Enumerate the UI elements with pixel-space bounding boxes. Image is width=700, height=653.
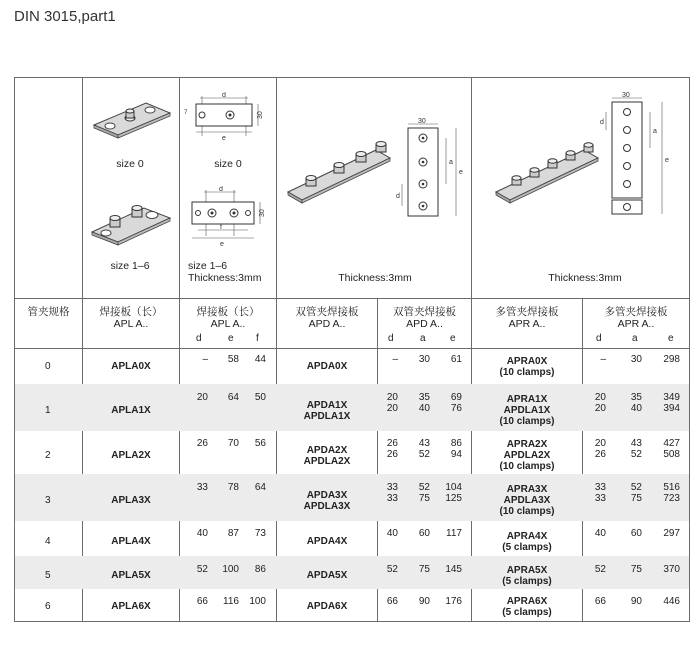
value-e: 64 bbox=[227, 392, 239, 403]
value-d: 26 bbox=[386, 449, 398, 460]
value-a: 75 bbox=[418, 493, 430, 504]
size-cell: 3 bbox=[45, 495, 51, 506]
value-d: 33 bbox=[594, 482, 606, 493]
header-col2 bbox=[180, 306, 276, 330]
size-cell: 4 bbox=[45, 536, 51, 547]
apl-part-number: APLA2X bbox=[111, 450, 151, 461]
col-divider bbox=[179, 77, 180, 622]
apr-part-number: APRA2X bbox=[506, 439, 548, 450]
caption-line: Thickness:3mm bbox=[188, 272, 262, 284]
value-a: 75 bbox=[630, 493, 642, 504]
value-e: 297 bbox=[663, 528, 680, 539]
value-e: 100 bbox=[222, 564, 239, 575]
apr-part-number: APRA6X bbox=[506, 595, 548, 607]
value-a: 75 bbox=[418, 564, 430, 575]
value-f: 86 bbox=[254, 564, 266, 575]
value-d: 66 bbox=[196, 596, 208, 607]
value-d: 33 bbox=[386, 482, 398, 493]
header-cn: 双管夹焊接板 bbox=[393, 306, 456, 318]
value-f: 50 bbox=[254, 392, 266, 403]
header-en: APR A.. bbox=[617, 318, 655, 330]
value-e: 723 bbox=[663, 493, 680, 504]
apd-part-number: APDA3X bbox=[306, 489, 348, 501]
value-e: 176 bbox=[445, 596, 462, 607]
apl-part-number: APLA5X bbox=[111, 570, 151, 581]
subheader-d: d bbox=[196, 333, 202, 344]
value-d: – bbox=[392, 354, 398, 365]
value-e: 446 bbox=[663, 596, 680, 607]
svg-text:f: f bbox=[220, 224, 222, 231]
header-size: 管夹规格 bbox=[27, 306, 70, 318]
row-divider bbox=[14, 298, 690, 299]
apr-part-number: APRA0X bbox=[506, 355, 548, 367]
value-f: 64 bbox=[254, 482, 266, 493]
apr-part-number: (10 clamps) bbox=[499, 366, 555, 378]
header-col1 bbox=[83, 306, 179, 330]
value-a: 30 bbox=[418, 354, 430, 365]
apr-part-number: APRA4X bbox=[506, 530, 548, 542]
apr-part-number: (10 clamps) bbox=[499, 416, 555, 427]
svg-text:a: a bbox=[653, 128, 657, 135]
weld-plate-size0-image bbox=[88, 93, 176, 143]
figure-caption: size 0 bbox=[116, 158, 144, 170]
apr-part-number: APRA3X bbox=[506, 484, 548, 495]
apl-part-number: APLA0X bbox=[111, 361, 151, 372]
value-e: 508 bbox=[663, 449, 680, 460]
value-d: 20 bbox=[594, 403, 606, 414]
value-a: 90 bbox=[630, 596, 642, 607]
subheader-e: e bbox=[668, 333, 674, 344]
value-d: 40 bbox=[196, 528, 208, 539]
figure-caption: size 1–6 bbox=[110, 260, 150, 272]
subheader-e: e bbox=[450, 333, 456, 344]
apr-part-number: APDLA1X bbox=[503, 405, 551, 416]
apr-part-number: (5 clamps) bbox=[502, 541, 552, 553]
value-e: 86 bbox=[450, 438, 462, 449]
apd-part-number: APDA4X bbox=[306, 536, 348, 547]
header-col5 bbox=[472, 306, 582, 330]
apr-part-number: (5 clamps) bbox=[502, 575, 552, 587]
value-e: 125 bbox=[445, 493, 462, 504]
value-e: 298 bbox=[663, 354, 680, 365]
size-cell: 2 bbox=[45, 450, 51, 461]
header-cn: 焊接板（长） bbox=[196, 306, 260, 318]
apd-part-number: APDA5X bbox=[306, 570, 348, 581]
value-e: 145 bbox=[445, 564, 462, 575]
value-e: 78 bbox=[227, 482, 239, 493]
apr-part-number: APDLA3X bbox=[503, 495, 551, 506]
value-e: 117 bbox=[446, 528, 462, 539]
apl-part-number: APLA4X bbox=[111, 536, 151, 547]
value-a: 43 bbox=[630, 438, 642, 449]
value-a: 35 bbox=[418, 392, 430, 403]
value-d: 66 bbox=[386, 596, 398, 607]
svg-text:30: 30 bbox=[257, 111, 264, 119]
value-a: 75 bbox=[630, 564, 642, 575]
apd-part-number: APDLA2X bbox=[303, 455, 351, 467]
apr-part-number: (10 clamps) bbox=[499, 506, 555, 517]
weld-plate-size1-image bbox=[88, 198, 176, 248]
svg-text:30: 30 bbox=[418, 118, 426, 125]
value-d: 26 bbox=[594, 449, 606, 460]
size-cell: 1 bbox=[45, 405, 51, 416]
value-d: – bbox=[600, 354, 606, 365]
value-a: 40 bbox=[418, 403, 430, 414]
value-e: 349 bbox=[663, 392, 680, 403]
header-col6 bbox=[583, 306, 689, 330]
value-e: 87 bbox=[227, 528, 239, 539]
figure-caption bbox=[188, 260, 273, 284]
svg-text:d: d bbox=[600, 119, 604, 126]
svg-text:d: d bbox=[396, 193, 400, 200]
double-plate-drawing bbox=[394, 118, 470, 222]
figure-caption: size 0 bbox=[214, 158, 242, 170]
header-cn: 双管夹焊接板 bbox=[295, 306, 359, 318]
value-a: 43 bbox=[418, 438, 430, 449]
value-e: 76 bbox=[450, 403, 462, 414]
apd-part-number: APDA6X bbox=[306, 601, 348, 612]
plate-drawing-size0 bbox=[182, 92, 272, 148]
svg-text:e: e bbox=[220, 241, 224, 248]
value-d: – bbox=[202, 354, 208, 365]
header-en: APL A.. bbox=[113, 318, 149, 330]
value-f: 44 bbox=[254, 354, 266, 365]
value-d: 66 bbox=[594, 596, 606, 607]
subheader-a: a bbox=[632, 333, 638, 344]
value-e: 394 bbox=[663, 403, 680, 414]
apr-part-number: (10 clamps) bbox=[499, 461, 555, 472]
value-f: 73 bbox=[254, 528, 266, 539]
header-col4 bbox=[378, 306, 471, 330]
value-d: 26 bbox=[386, 438, 398, 449]
value-d: 52 bbox=[386, 564, 398, 575]
value-a: 30 bbox=[630, 354, 642, 365]
multi-plate-image bbox=[490, 140, 602, 214]
apr-part-number: APRA1X bbox=[506, 394, 548, 405]
svg-text:e: e bbox=[222, 135, 226, 142]
value-d: 52 bbox=[594, 564, 606, 575]
caption-line: size 1–6 bbox=[188, 260, 228, 272]
apl-part-number: APLA1X bbox=[111, 405, 151, 416]
value-f: 100 bbox=[249, 596, 266, 607]
header-cn: 多管夹焊接板 bbox=[495, 306, 559, 318]
page-title: DIN 3015,part1 bbox=[14, 8, 116, 25]
value-d: 40 bbox=[594, 528, 606, 539]
apr-part-number: APRA5X bbox=[506, 564, 548, 576]
header-en: APD A.. bbox=[406, 318, 443, 330]
size-cell: 6 bbox=[45, 601, 51, 612]
value-e: 61 bbox=[450, 354, 462, 365]
subheader-d: d bbox=[388, 333, 394, 344]
multi-plate-drawing bbox=[598, 92, 678, 220]
subheader-f: f bbox=[256, 333, 259, 344]
svg-text:30: 30 bbox=[259, 209, 266, 217]
value-e: 116 bbox=[223, 596, 239, 607]
apd-part-number: APDLA1X bbox=[303, 410, 351, 422]
value-a: 40 bbox=[630, 403, 642, 414]
value-d: 20 bbox=[196, 392, 208, 403]
apd-part-number: APDA1X bbox=[306, 399, 348, 411]
value-e: 516 bbox=[663, 482, 680, 493]
svg-text:d: d bbox=[219, 186, 223, 193]
value-d: 20 bbox=[594, 438, 606, 449]
header-en: APR A.. bbox=[508, 318, 546, 330]
value-a: 52 bbox=[418, 449, 430, 460]
apd-part-number: APDA2X bbox=[306, 444, 348, 456]
value-e: 70 bbox=[227, 438, 239, 449]
value-e: 94 bbox=[450, 449, 462, 460]
subheader-a: a bbox=[420, 333, 426, 344]
apl-part-number: APLA3X bbox=[111, 495, 151, 506]
svg-text:7: 7 bbox=[184, 110, 188, 116]
value-d: 33 bbox=[594, 493, 606, 504]
value-e: 427 bbox=[663, 438, 680, 449]
header-col3 bbox=[277, 306, 377, 330]
value-a: 35 bbox=[630, 392, 642, 403]
value-a: 52 bbox=[418, 482, 430, 493]
value-d: 20 bbox=[594, 392, 606, 403]
figure-caption: Thickness:3mm bbox=[548, 272, 622, 284]
value-d: 33 bbox=[196, 482, 208, 493]
subheader-d: d bbox=[596, 333, 602, 344]
value-d: 20 bbox=[386, 403, 398, 414]
svg-text:a: a bbox=[449, 159, 453, 166]
value-a: 60 bbox=[630, 528, 642, 539]
value-d: 26 bbox=[196, 438, 208, 449]
value-d: 33 bbox=[386, 493, 398, 504]
apd-part-number: APDLA3X bbox=[303, 500, 351, 512]
plate-drawing-size1 bbox=[182, 186, 272, 248]
svg-text:30: 30 bbox=[622, 92, 630, 99]
apl-part-number: APLA6X bbox=[111, 601, 151, 612]
svg-text:e: e bbox=[665, 157, 669, 164]
value-a: 60 bbox=[418, 528, 430, 539]
value-a: 90 bbox=[418, 596, 430, 607]
header-cn: 多管夹焊接板 bbox=[604, 306, 668, 318]
value-d: 40 bbox=[386, 528, 398, 539]
value-e: 58 bbox=[227, 354, 239, 365]
apr-part-number: APDLA2X bbox=[503, 450, 551, 461]
value-d: 52 bbox=[196, 564, 208, 575]
row-divider bbox=[14, 348, 690, 349]
value-f: 56 bbox=[254, 438, 266, 449]
apd-part-number: APDA0X bbox=[306, 361, 348, 372]
header-en: APD A.. bbox=[308, 318, 346, 330]
value-e: 104 bbox=[445, 482, 462, 493]
double-plate-image bbox=[282, 140, 394, 214]
apr-part-number: (5 clamps) bbox=[502, 606, 552, 618]
size-cell: 5 bbox=[45, 570, 51, 581]
size-cell: 0 bbox=[45, 361, 51, 372]
header-en: APL A.. bbox=[210, 318, 246, 330]
svg-text:e: e bbox=[459, 169, 463, 176]
figure-caption: Thickness:3mm bbox=[338, 272, 412, 284]
subheader-e: e bbox=[228, 333, 234, 344]
value-e: 370 bbox=[663, 564, 680, 575]
value-a: 52 bbox=[630, 449, 642, 460]
dim-label: d bbox=[222, 92, 226, 99]
value-a: 52 bbox=[630, 482, 642, 493]
value-d: 20 bbox=[386, 392, 398, 403]
header-cn: 焊接板（长） bbox=[99, 306, 163, 318]
value-e: 69 bbox=[450, 392, 462, 403]
